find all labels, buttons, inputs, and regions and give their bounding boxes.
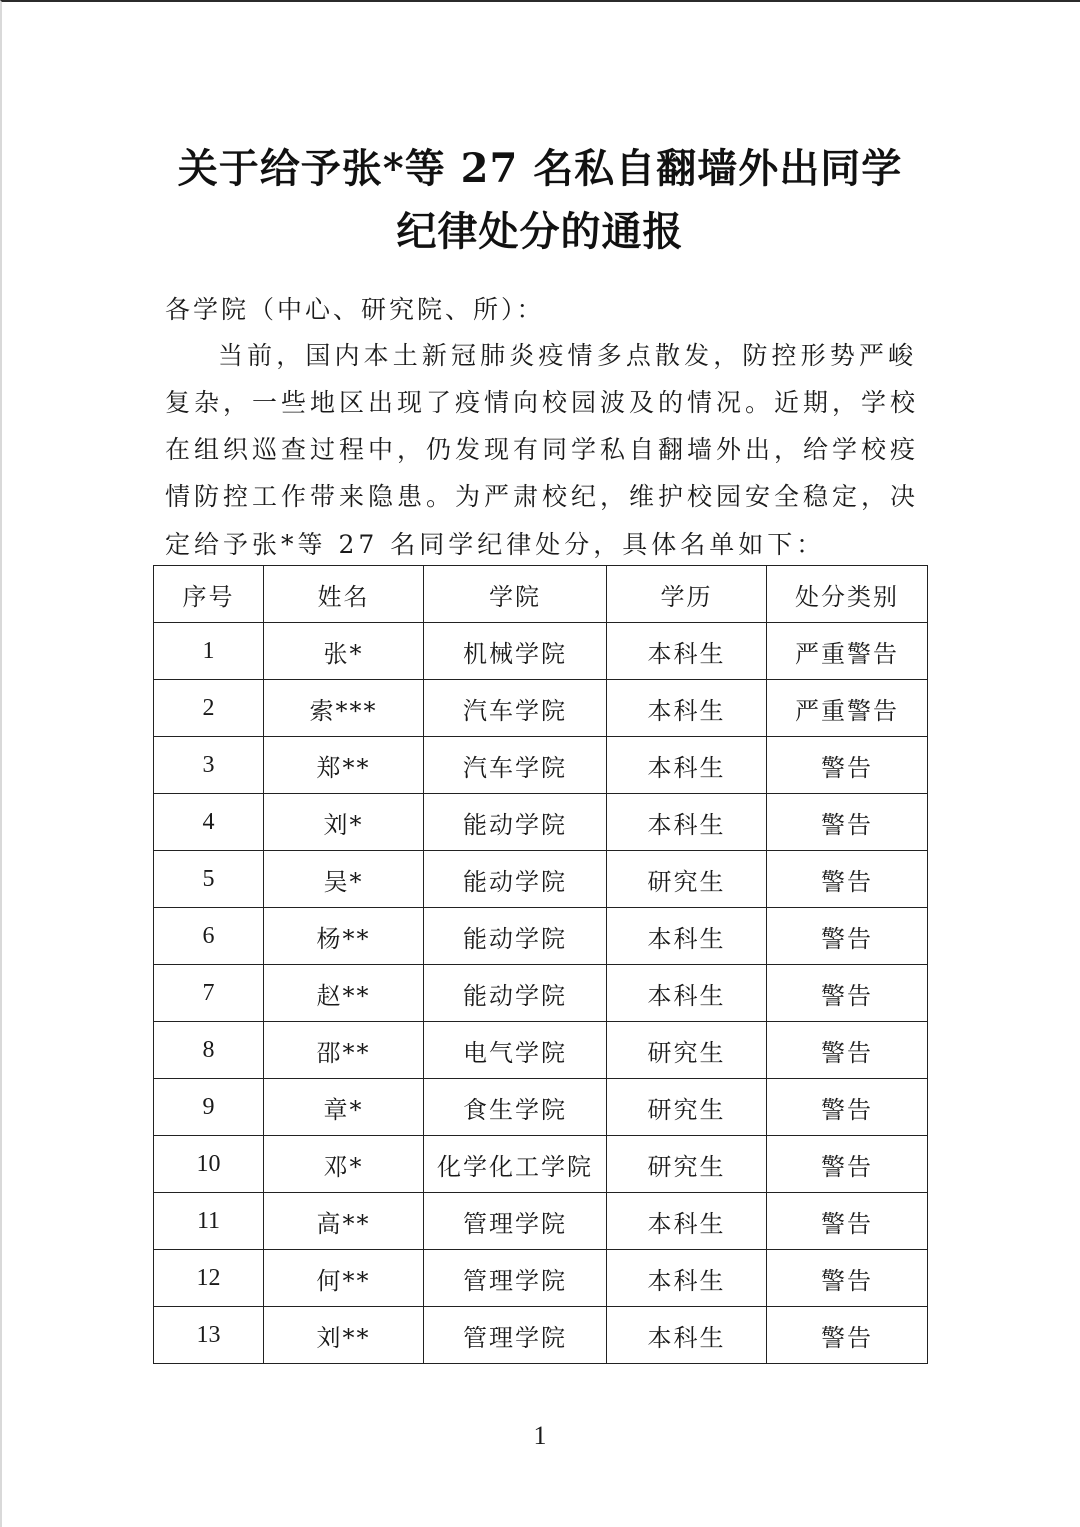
cell-penalty: 警告	[767, 1022, 928, 1079]
cell-penalty: 警告	[767, 1136, 928, 1193]
cell-index: 4	[154, 794, 264, 851]
cell-college: 机械学院	[424, 623, 607, 680]
cell-penalty: 严重警告	[767, 680, 928, 737]
cell-name: 杨**	[264, 908, 424, 965]
cell-penalty: 警告	[767, 794, 928, 851]
cell-penalty: 警告	[767, 1250, 928, 1307]
cell-college: 食生学院	[424, 1079, 607, 1136]
cell-college: 管理学院	[424, 1250, 607, 1307]
table-row	[154, 851, 928, 908]
cell-college: 能动学院	[424, 794, 607, 851]
table-row	[154, 737, 928, 794]
table-row	[154, 1079, 928, 1136]
cell-college: 能动学院	[424, 908, 607, 965]
cell-degree: 本科生	[607, 680, 767, 737]
table-row	[154, 1136, 928, 1193]
cell-degree: 本科生	[607, 965, 767, 1022]
cell-college: 管理学院	[424, 1307, 607, 1364]
cell-degree: 研究生	[607, 851, 767, 908]
cell-index: 9	[154, 1079, 264, 1136]
table-row	[154, 1193, 928, 1250]
cell-degree: 本科生	[607, 794, 767, 851]
cell-name: 张*	[264, 623, 424, 680]
cell-penalty: 警告	[767, 737, 928, 794]
cell-penalty: 警告	[767, 1193, 928, 1250]
cell-index: 8	[154, 1022, 264, 1079]
cell-name: 刘*	[264, 794, 424, 851]
cell-name: 吴*	[264, 851, 424, 908]
cell-degree: 本科生	[607, 1250, 767, 1307]
table-row	[154, 680, 928, 737]
table-row	[154, 908, 928, 965]
table-row	[154, 965, 928, 1022]
header-penalty: 处分类别	[767, 566, 928, 623]
cell-penalty: 警告	[767, 908, 928, 965]
cell-college: 化学化工学院	[424, 1136, 607, 1193]
cell-name: 邓*	[264, 1136, 424, 1193]
document-title-line-1: 关于给予张*等 27 名私自翻墙外出同学	[177, 145, 903, 192]
cell-degree: 本科生	[607, 1307, 767, 1364]
body-line-4: 情防控工作带来隐患。为严肃校纪，维护校园安全稳定，决	[165, 482, 920, 511]
table-row	[154, 623, 928, 680]
body-line-5: 定给予张*等 27 名同学纪律处分，具体名单如下：	[165, 530, 826, 559]
document-title-line-2: 纪律处分的通报	[396, 208, 684, 255]
cell-college: 汽车学院	[424, 737, 607, 794]
cell-name: 郑**	[264, 737, 424, 794]
cell-penalty: 警告	[767, 1307, 928, 1364]
cell-penalty: 警告	[767, 965, 928, 1022]
cell-index: 1	[154, 623, 264, 680]
header-index: 序号	[154, 566, 264, 623]
cell-name: 刘**	[264, 1307, 424, 1364]
cell-degree: 本科生	[607, 737, 767, 794]
discipline-roster-table	[153, 565, 928, 1364]
cell-penalty: 严重警告	[767, 623, 928, 680]
table-row	[154, 794, 928, 851]
cell-degree: 研究生	[607, 1022, 767, 1079]
cell-college: 电气学院	[424, 1022, 607, 1079]
page-number: 1	[533, 1421, 547, 1450]
cell-index: 5	[154, 851, 264, 908]
cell-index: 3	[154, 737, 264, 794]
cell-name: 章*	[264, 1079, 424, 1136]
body-line-1: 当前，国内本土新冠肺炎疫情多点散发，防控形势严峻	[218, 341, 917, 370]
header-college: 学院	[424, 566, 607, 623]
header-degree: 学历	[607, 566, 767, 623]
cell-college: 管理学院	[424, 1193, 607, 1250]
cell-name: 索***	[264, 680, 424, 737]
table-row	[154, 1307, 928, 1364]
header-name: 姓名	[264, 566, 424, 623]
cell-college: 能动学院	[424, 851, 607, 908]
cell-degree: 本科生	[607, 623, 767, 680]
cell-penalty: 警告	[767, 851, 928, 908]
cell-index: 11	[154, 1193, 264, 1250]
cell-college: 汽车学院	[424, 680, 607, 737]
cell-degree: 本科生	[607, 1193, 767, 1250]
salutation: 各学院（中心、研究院、所）：	[165, 295, 545, 324]
table-row	[154, 1022, 928, 1079]
cell-index: 10	[154, 1136, 264, 1193]
cell-name: 高**	[264, 1193, 424, 1250]
table-row	[154, 1250, 928, 1307]
cell-name: 赵**	[264, 965, 424, 1022]
cell-penalty: 警告	[767, 1079, 928, 1136]
cell-index: 12	[154, 1250, 264, 1307]
body-line-2: 复杂，一些地区出现了疫情向校园波及的情况。近期，学校	[165, 388, 920, 417]
cell-index: 13	[154, 1307, 264, 1364]
cell-index: 2	[154, 680, 264, 737]
cell-name: 邵**	[264, 1022, 424, 1079]
cell-degree: 研究生	[607, 1136, 767, 1193]
cell-name: 何**	[264, 1250, 424, 1307]
cell-index: 6	[154, 908, 264, 965]
cell-college: 能动学院	[424, 965, 607, 1022]
table-header-row	[154, 566, 928, 623]
cell-degree: 本科生	[607, 908, 767, 965]
cell-index: 7	[154, 965, 264, 1022]
cell-degree: 研究生	[607, 1079, 767, 1136]
body-line-3: 在组织巡查过程中，仍发现有同学私自翻墙外出，给学校疫	[165, 435, 920, 464]
